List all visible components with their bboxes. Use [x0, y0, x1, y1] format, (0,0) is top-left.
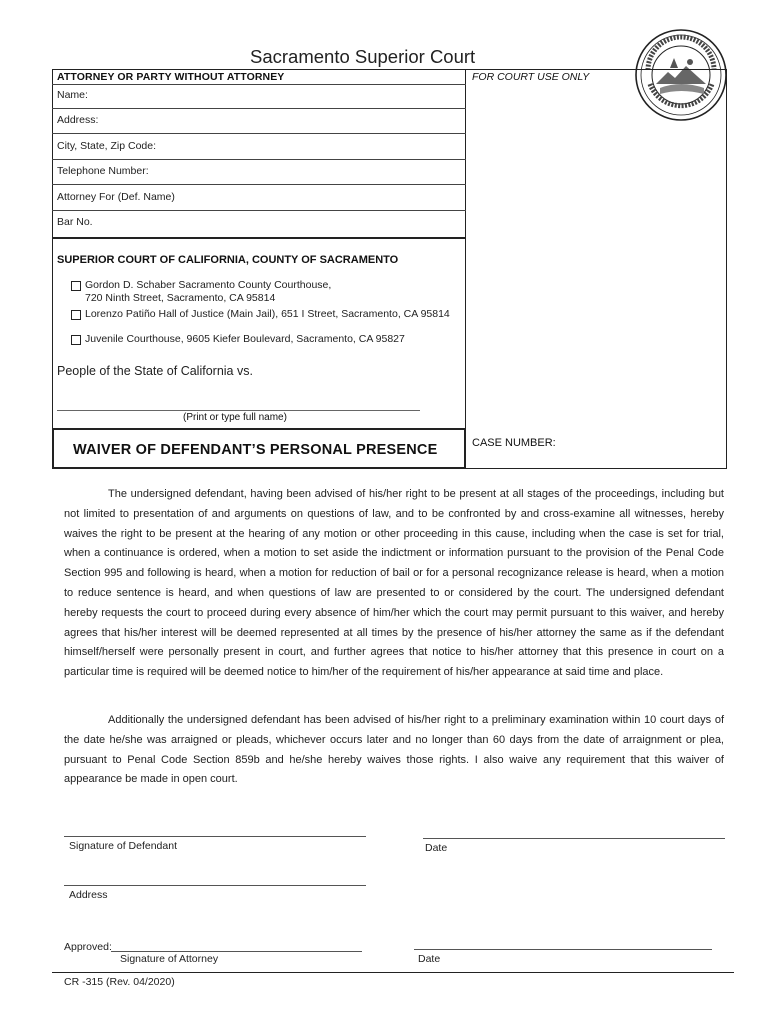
row-divider [52, 84, 466, 85]
telephone-label: Telephone Number: [57, 165, 149, 177]
approved-label: Approved: [64, 941, 112, 953]
print-name-label: (Print or type full name) [183, 412, 287, 423]
document-title: WAIVER OF DEFENDANT’S PERSONAL PRESENCE [73, 442, 438, 458]
people-vs-label: People of the State of California vs. [57, 364, 253, 378]
row-divider [52, 210, 466, 211]
case-number-label: CASE NUMBER: [472, 437, 556, 449]
address-field-label: Address: [57, 114, 99, 126]
defendant-signature-label: Signature of Defendant [69, 840, 177, 852]
court-use-divider [465, 69, 466, 469]
attorney-date-line[interactable] [414, 949, 712, 950]
form-id: CR -315 (Rev. 04/2020) [64, 976, 175, 988]
section-divider [52, 237, 466, 239]
court-use-only-label: FOR COURT USE ONLY [472, 71, 590, 83]
address-line[interactable] [64, 885, 366, 886]
address-label: Address [69, 889, 108, 901]
bar-number-label: Bar No. [57, 216, 93, 228]
row-divider [52, 184, 466, 185]
row-divider [52, 133, 466, 134]
superior-court-heading: SUPERIOR COURT OF CALIFORNIA, COUNTY OF SACRAMENTO [57, 254, 399, 266]
attorney-signature-line[interactable] [111, 951, 362, 952]
name-field-label: Name: [57, 89, 88, 101]
location-label-schaber-line1: Gordon D. Schaber Sacramento County Courthouse, [85, 279, 332, 291]
waiver-paragraph-1-text: The undersigned defendant, having been advised of his/her right to be present at all stages of the proceedings, including but not limited to presentation of and arguments on questions of law, and to be confronted by and cross-examine all witnesses, hereby waives the right to be present at the hearing of any motion or other proceeding in this cause, including when the case is set for trial, when a continuance is ordered, when a motion to set aside the indictment or information pursuant to the provision of the Penal Code Section 995 and following is heard, when a motion for reduction of bail or for a personal recognizance release is heard, when a motion to reduce sentence is heard, and when questions of law are presented to or considered by the court. The undersigned defendant hereby requests the court to proceed during every absence of him/her which the court may permit pursuant to this waiver, and hereby agrees that his/her interest will be deemed represented at all times by the presence of his/her attorney the same as if the defendant himself/herself were personally present in court, and further agrees that notice to his/her attorney that this presence in court on a particular time is required will be deemed notice to him/her of the requirement of his/her appearance at said time and place. [64, 488, 724, 679]
location-checkbox-juvenile[interactable] [71, 335, 81, 345]
location-checkbox-schaber[interactable] [71, 281, 81, 291]
form-frame [52, 69, 727, 469]
waiver-paragraph-2 [64, 711, 724, 790]
location-label-schaber-line2: 720 Ninth Street, Sacramento, CA 95814 [85, 292, 276, 304]
defendant-date-label: Date [425, 842, 448, 854]
defendant-signature-line[interactable] [64, 836, 366, 837]
defendant-date-line[interactable] [423, 838, 725, 839]
attorney-heading: ATTORNEY OR PARTY WITHOUT ATTORNEY [57, 71, 285, 83]
court-name: Sacramento Superior Court [250, 46, 476, 67]
waiver-paragraph-1 [64, 485, 724, 683]
location-label-juvenile: Juvenile Courthouse, 9605 Kiefer Boulevard, Sacramento, CA 95827 [85, 333, 405, 345]
attorney-date-label: Date [418, 953, 441, 965]
location-checkbox-hall-of-justice[interactable] [71, 310, 81, 320]
city-state-zip-label: City, State, Zip Code: [57, 140, 157, 152]
row-divider [52, 159, 466, 160]
defendant-name-line [57, 410, 420, 411]
row-divider [52, 108, 466, 109]
attorney-for-label: Attorney For (Def. Name) [57, 191, 175, 203]
waiver-paragraph-2-text: Additionally the undersigned defendant has been advised of his/her right to a preliminary examination within 10 court days of the date he/she was arraigned or pleads, whichever occurs later and no longer than 60 days from the date of arraignment or plea, pursuant to Penal Code Section 859b and he/she hereby waives those rights. I also waive any requirement that this waiver of appearance be made in open court. [64, 714, 724, 786]
attorney-signature-label: Signature of Attorney [120, 953, 219, 965]
location-label-hall-of-justice: Lorenzo Patiño Hall of Justice (Main Jail), 651 I Street, Sacramento, CA 95814 [85, 308, 450, 320]
footer-rule [52, 972, 734, 973]
